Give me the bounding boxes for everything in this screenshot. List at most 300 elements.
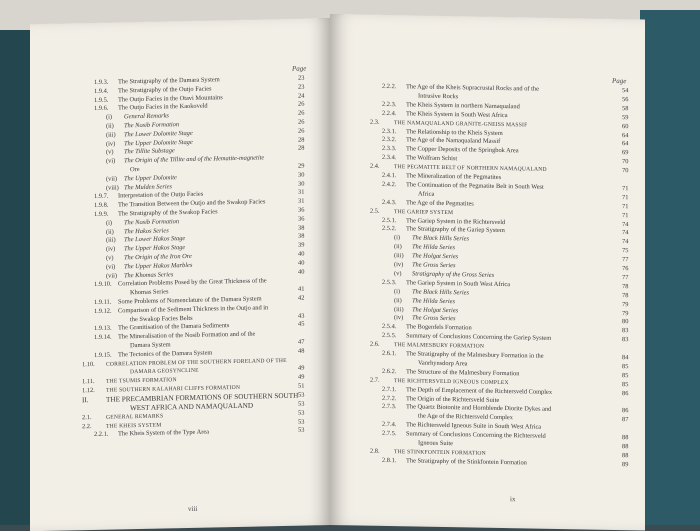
toc-entry [106,235,185,244]
toc-page-number: 40 [298,251,304,258]
toc-entry-title: The Origin of the Tillite and of the Hematite-magnetite [124,155,264,165]
toc-entry-number: 1.9.3. [94,78,118,86]
toc-entry-title: The Upper Hakos Marbles [124,262,192,270]
toc-entry-number: (iv) [394,261,412,269]
toc-entry-number: 2.6.2. [382,368,406,376]
toc-entry [382,199,474,208]
toc-entry-number: 1.9.15. [94,351,118,359]
toc-entry-number: 2.7. [370,376,394,384]
toc-entry [106,262,192,271]
page-column-header: Page [612,77,626,85]
toc-entry-title: Summary of Conclusions Concerning the Richtersveld [406,430,546,439]
toc-entry-number: (ii) [394,297,412,305]
toc-page-number: 87 [622,416,628,423]
toc-page-number: 83 [622,327,628,334]
toc-page-number: 26 [298,127,304,134]
page-folio: ix [510,495,515,503]
toc-page-number: 60 [622,123,628,130]
toc-page-number: 38 [298,233,304,240]
toc-entry-title: The Wolfram Schist [406,155,457,163]
toc-page-number: 30 [298,180,304,187]
toc-page-number: 53 [298,418,304,425]
toc-entry-title: Interpretation of the Outjo Facies [118,191,203,200]
toc-entry-title: The Gross Series [412,261,455,269]
toc-page-number: 84 [622,354,628,361]
toc-entry-number: 1.9.9. [94,210,118,218]
toc-entry-number: 1.9.7. [94,193,118,201]
toc-entry-number: (i) [106,219,124,227]
toc-page-number: 40 [298,259,304,266]
toc-entry-number: 2.8. [370,448,394,456]
toc-entry-title: the Swakop Facies Belts [130,314,193,322]
toc-entry [382,172,501,181]
toc-page-number: 70 [622,158,628,165]
toc-page-number: 85 [622,372,628,379]
toc-entry-number: (i) [394,234,412,242]
toc-entry [106,271,173,280]
toc-page-number: 59 [622,114,628,121]
toc-page-number: 23 [298,75,304,82]
toc-entry-number: 1.9.10. [94,281,118,289]
toc-entry [94,199,265,210]
toc-page-number: 51 [298,383,304,390]
toc-entry-title: THE PEGMATITE BELT OF NORTHERN NAMAQUALAND [394,164,547,173]
toc-page-number: 86 [622,407,628,414]
toc-entry-number: 2.7.1. [382,386,406,394]
toc-entry [106,401,253,413]
toc-entry-number: 2.4.3. [382,199,406,207]
toc-entry [94,103,208,113]
toc-page-number: 42 [298,295,304,302]
toc-page-number: 64 [622,132,628,139]
toc-entry-number: (vii) [106,272,124,280]
toc-entry-title: The Stratigraphy of the Swakop Facies [118,208,218,217]
toc-entry [106,183,172,192]
toc-entry-title: The Outjo Facies in the Kaokoveld [118,103,208,112]
toc-entry [382,136,500,145]
toc-page-number: 31 [298,198,304,205]
toc-entry-number: (vi) [106,158,124,166]
toc-page-number: 40 [298,268,304,275]
toc-entry-number: 2.6. [370,341,394,349]
toc-entry-title: The Stratigraphy of the Outjo Facies [118,85,212,94]
toc-entry [394,261,455,269]
toc-entry [394,234,469,243]
toc-entry-number [106,374,130,375]
toc-entry-number: 2.2.2. [382,83,406,91]
toc-entry-title: The Lower Dolomite Stage [124,130,193,138]
toc-entry [394,288,469,297]
toc-entry [106,130,193,139]
toc-page-number: 64 [622,140,628,147]
toc-page-number: 53 [298,427,304,434]
toc-entry-title: Stratigraphy of the Gross Series [412,270,494,278]
toc-entry-title: The Upper Dolomite Stage [124,138,193,146]
toc-entry-number: (v) [394,270,412,278]
toc-entry [94,429,209,439]
toc-entry-title: THE KHEIS SYSTEM [106,422,161,429]
toc-entry-title: The Stratigraphy of the Stinkfontein Formation [406,457,527,466]
toc-entry-title: The Origin of the Richtersveld Suite [406,395,499,404]
toc-page-number: 56 [622,96,628,103]
toc-page-number: 78 [622,292,628,299]
toc-entry [94,208,218,218]
toc-entry-number: 1.9.5. [94,96,118,104]
toc-entry-title: Damara System [130,341,171,349]
toc-entry-number: 2.7.5. [382,430,406,438]
toc-entry-title: Africa [418,190,434,197]
toc-page-number: 45 [298,321,304,328]
toc-page-number: 23 [298,83,304,90]
toc-page-number: 49 [298,365,304,372]
toc-entry-title: the Age of the Richtersveld Complex [418,413,513,422]
toc-entry-number: 1.9.8. [94,202,118,210]
toc-entry-number: (i) [106,114,124,122]
toc-entry-number: 2.5.4. [382,323,406,331]
toc-page-number: 78 [622,283,628,290]
toc-entry-title: Summary of Conclusions Concerning the Gariep System [406,333,551,343]
toc-page-number: 36 [298,207,304,214]
toc-entry [106,253,192,262]
toc-entry [106,113,169,122]
toc-entry-title: The Holgat Series [412,306,458,314]
toc-entry-number: 2.5.2. [382,225,406,233]
right-page [330,14,645,530]
toc-entry-number: 2.5.3. [382,279,406,287]
toc-entry [382,225,505,234]
toc-entry [382,145,519,155]
toc-entry-number [106,171,130,172]
toc-entry-title: Comparison of the Sediment Thickness in the Outjo and in [118,304,268,314]
toc-entry-number: (iii) [106,237,124,245]
toc-page-number: 30 [298,171,304,178]
toc-page-number: 71 [622,212,628,219]
toc-entry-title: The Copper Deposits of the Springbok Area [406,146,519,155]
toc-entry [94,278,267,289]
toc-entry-title: The Relationship to the Kheis System [406,128,503,137]
toc-entry [394,412,513,421]
toc-entry-title: The Depth of Emplacement of the Richtersveld Complex [406,386,552,396]
toc-entry-number: (ii) [394,243,412,251]
toc-entry-title: THE SOUTHERN KALAHARI CLIFFS FORMATION [106,385,240,394]
toc-entry-number: 1.11. [82,378,106,386]
toc-page-number: 53 [298,391,304,398]
toc-entry [106,138,193,147]
toc-entry-title: The Structure of the Malmesbury Formation [406,368,519,377]
toc-entry-number: 2.8.1. [382,457,406,465]
toc-entry-title: The Hilda Series [412,297,455,305]
toc-entry [382,110,508,119]
toc-page-number: 85 [622,381,628,388]
toc-entry-title: The Age of the Kheis Supracrustal Rocks and of the [406,83,539,92]
toc-entry-number: 2.4. [370,163,394,171]
toc-entry-number: 2.2.3. [382,101,406,109]
toc-entry-number: 2.3. [370,118,394,126]
toc-entry-title: THE RICHTERSVELD IGNEOUS COMPLEX [394,378,509,386]
book-cover-right [640,10,700,525]
toc-entry-title: General Remarks [124,113,169,121]
toc-entry-number [106,321,130,322]
toc-entry [382,394,499,403]
toc-entry [106,174,177,183]
toc-entry-title: DAMARA GEOSYNCLINE [130,368,199,375]
toc-page-number: 28 [298,136,304,143]
toc-entry [106,367,199,377]
toc-entry-number: 2.3.2. [382,136,406,144]
toc-entry [94,304,268,315]
toc-entry-title: The Kheis System of the Type Area [118,429,209,438]
toc-page-number: 24 [298,92,304,99]
toc-entry-number: 1.10. [82,360,106,368]
toc-entry [394,243,455,251]
toc-entry-title: GENERAL REMARKS [106,413,163,420]
toc-entry-title: The Upper Hakos Stage [124,244,185,252]
toc-entry-title: WEST AFRICA AND NAMAQUALAND [130,401,253,412]
toc-page-number: 80 [622,318,628,325]
toc-entry-number: 2.5.5. [382,332,406,340]
toc-entry-number: 2.6.1. [382,350,406,358]
toc-entry-number: 2.7.3. [382,403,406,411]
toc-entry-number: (iv) [106,140,124,148]
toc-entry [94,191,203,200]
toc-entry [382,279,510,288]
toc-entry [394,92,458,100]
toc-entry-title: THE STINKFONTEIN FORMATION [394,449,486,457]
toc-entry-title: Some Problems of Nomenclature of the Damara System [118,295,262,305]
toc-entry-title: The Khomas Series [124,271,173,279]
toc-entry-number: 2.2.1. [94,431,118,439]
toc-page-number: 74 [622,238,628,245]
toc-page-number: 88 [622,443,628,450]
toc-entry-title: The Hakos Series [124,227,169,235]
toc-entry-number: (ii) [106,122,124,130]
toc-page-number: 39 [298,242,304,249]
toc-entry [394,315,455,323]
toc-entry-title: Intrusive Rocks [418,92,458,100]
toc-entry-number [106,347,130,348]
toc-entry-title: The Black Hills Series [412,235,469,243]
toc-entry-title: The Quartz Biotonite and Hornblende Diorite Dykes and [406,404,551,414]
toc-entry-number: 2.5.1. [382,216,406,224]
toc-entry-title: The Gariep System in South West Africa [406,279,510,288]
toc-entry-number: 1.12. [82,387,106,395]
toc-entry-number: 2.2. [82,422,106,430]
toc-entry-number: 2.2.4. [382,110,406,118]
toc-entry-title: The Age of the Pegmatites [406,199,474,207]
toc-entry-title: The Nosib Formation [124,218,179,226]
toc-entry-title: Ore [130,166,140,173]
toc-entry-number: (iv) [394,315,412,323]
toc-entry-title: The Holgat Series [412,253,458,261]
toc-page-number: 36 [298,215,304,222]
toc-entry-title: The Outjo Facies in the Otavi Mountains [118,94,223,103]
toc-entry-title: The Tillite Substage [124,148,175,156]
toc-entry [394,439,453,447]
toc-page-number: 71 [622,194,628,201]
toc-entry-title: The Tectonics of the Damara System [118,349,212,358]
toc-entry-title: Correlation Problems Posed by the Great Thickness of the [118,278,267,288]
toc-page-number: 31 [298,189,304,196]
toc-entry-title: Igneous Suite [418,440,453,448]
toc-entry [394,306,458,314]
toc-entry-number: 1.9.4. [94,87,118,95]
toc-entry [106,227,169,236]
toc-entry [382,457,527,467]
toc-page-number: 53 [298,409,304,416]
toc-page-number: 28 [298,145,304,152]
toc-page-number: 58 [622,105,628,112]
toc-entry-title: The Upper Dolomite [124,174,177,182]
toc-entry-number: 2.1. [82,413,106,421]
toc-page-number: 26 [298,110,304,117]
toc-page-number: 85 [622,363,628,370]
toc-entry [106,148,175,157]
toc-page-number: 49 [298,374,304,381]
toc-entry [382,368,519,378]
toc-entry-title: The Lower Hakos Stage [124,235,185,243]
page-column-header: Page [292,64,306,72]
toc-entry-title: The Stratigraphy of the Malmesbury Formation in the [406,350,544,359]
toc-page-number: 77 [622,256,628,263]
toc-entry [382,323,472,332]
toc-entry-title: THE NAMAQUALAND GRANITE-GNEISS MASSIF [394,120,527,128]
toc-entry-title: The Transition Between the Outjo and the Swakop Facies [118,199,265,209]
toc-page-number: 76 [622,265,628,272]
toc-page-number: 41 [298,286,304,293]
toc-entry [394,252,458,260]
toc-entry-number: (iii) [394,252,412,260]
toc-page-number: 74 [622,221,628,228]
toc-entry-title: Khomas Series [130,289,169,297]
toc-entry-number: (iii) [394,306,412,314]
toc-page-number: 26 [298,119,304,126]
toc-entry-title: The Stratigraphy of the Damara System [118,76,220,85]
toc-entry [382,216,505,225]
toc-page-number: 53 [298,400,304,407]
toc-page-number: 38 [298,224,304,231]
toc-entry [106,218,179,227]
toc-entry-number: 2.7.2. [382,394,406,402]
toc-page-number: 69 [622,149,628,156]
toc-entry [94,331,255,342]
toc-entry-number: (iii) [106,131,124,139]
toc-entry-number: 2.7.4. [382,421,406,429]
toc-entry-title: The Stratigraphy of the Gariep System [406,226,505,235]
toc-entry-number: 2.5. [370,207,394,215]
toc-page-number: 71 [622,203,628,210]
toc-entry-number: (iv) [106,246,124,254]
toc-entry-title: The Mulden Series [124,183,172,191]
toc-entry [394,359,468,367]
toc-page-number: 88 [622,434,628,441]
toc-page-number: 79 [622,301,628,308]
toc-entry-number: (v) [106,254,124,262]
toc-entry-number: (vi) [106,263,124,271]
toc-entry-number: (viii) [106,184,124,192]
toc-entry-number: (vii) [106,175,124,183]
toc-entry-number: 2.4.2. [382,181,406,189]
toc-entry-title: The Kheis System in northern Namaqualand [406,101,520,110]
toc-entry [106,289,169,298]
toc-entry-number: 2.4.1. [382,172,406,180]
toc-page-number: 29 [298,163,304,170]
toc-page-number: 86 [622,390,628,397]
toc-page-number: 43 [298,312,304,319]
toc-page-number: 77 [622,274,628,281]
toc-entry [106,341,171,350]
toc-entry-title: The Origin of the Iron Ore [124,253,192,261]
toc-entry-title: The Mineralisation of the Nosib Formation and of the [118,331,255,341]
toc-entry-title: The Bogenfels Formation [406,324,472,332]
toc-entry [394,270,494,279]
toc-page-number: 89 [622,461,628,468]
toc-entry-number: II. [82,395,106,404]
toc-entry-title: The Mineralization of the Pegmatites [406,172,501,181]
toc-entry-title: The Kheis System in South West Africa [406,110,508,119]
toc-entry-title: THE PRECAMBRIAN FORMATIONS OF SOUTHERN SOUTH [106,391,298,403]
toc-entry-number: 1.9.12. [94,307,118,315]
toc-entry [106,314,193,323]
toc-page-number: 88 [622,452,628,459]
toc-entry [382,127,503,136]
toc-page-number: 26 [298,101,304,108]
toc-entry-number [106,294,130,295]
toc-entry-title: THE MALMESBURY FORMATION [394,342,484,350]
book-cover-left [0,30,30,525]
toc-entry-number: 2.3.4. [382,154,406,162]
toc-page-number: 83 [622,336,628,343]
toc-entry [106,166,140,174]
toc-entry [106,121,179,130]
toc-entry-number: (i) [394,288,412,296]
toc-page-number: 70 [622,167,628,174]
toc-entry-title: The Continuation of the Pegmatite Belt in South West [406,181,544,190]
toc-entry-title: The Black Hills Series [412,288,469,296]
toc-entry-title: The Age of the Namaqualand Massif [406,137,500,146]
toc-page-number: 47 [298,339,304,346]
toc-entry-number: 2.3.1. [382,127,406,135]
toc-entry [106,244,185,253]
toc-entry-title: THE GARIEP SYSTEM [394,209,453,216]
toc-entry-number: 1.9.13. [94,325,118,333]
toc-entry-title: The Gross Series [412,315,455,323]
toc-entry [394,190,434,198]
toc-entry-title: The Hilda Series [412,244,455,252]
toc-page-number: 79 [622,310,628,317]
toc-entry-number [106,410,130,411]
toc-entry-number: 1.9.11. [94,298,118,306]
toc-entry-title: The Nosib Formation [124,121,179,129]
toc-entry [394,297,455,305]
toc-entry-title: Vanrhynsdorp Area [418,359,468,367]
toc-entry [106,155,264,166]
toc-entry-title: The Richtersveld Igneous Suite in South West Africa [406,422,541,431]
toc-page-number: 71 [622,185,628,192]
toc-entry-number: (v) [106,149,124,157]
toc-page-number: 75 [622,247,628,254]
toc-entry [382,101,520,111]
toc-entry [382,154,457,163]
toc-page-number: 48 [298,347,304,354]
toc-page-number: 54 [622,87,628,94]
toc-entry-number: (ii) [106,228,124,236]
toc-entry-title: CORRELATION PROBLEM OF THE SOUTHERN FORELAND OF THE [106,357,287,367]
toc-entry-title: The Granitisation of the Damara Sediments [118,323,229,332]
toc-entry-number: 1.9.6. [94,105,118,113]
toc-page-number: 74 [622,229,628,236]
toc-entry-number: 1.9.14. [94,334,118,342]
left-page [30,18,330,531]
